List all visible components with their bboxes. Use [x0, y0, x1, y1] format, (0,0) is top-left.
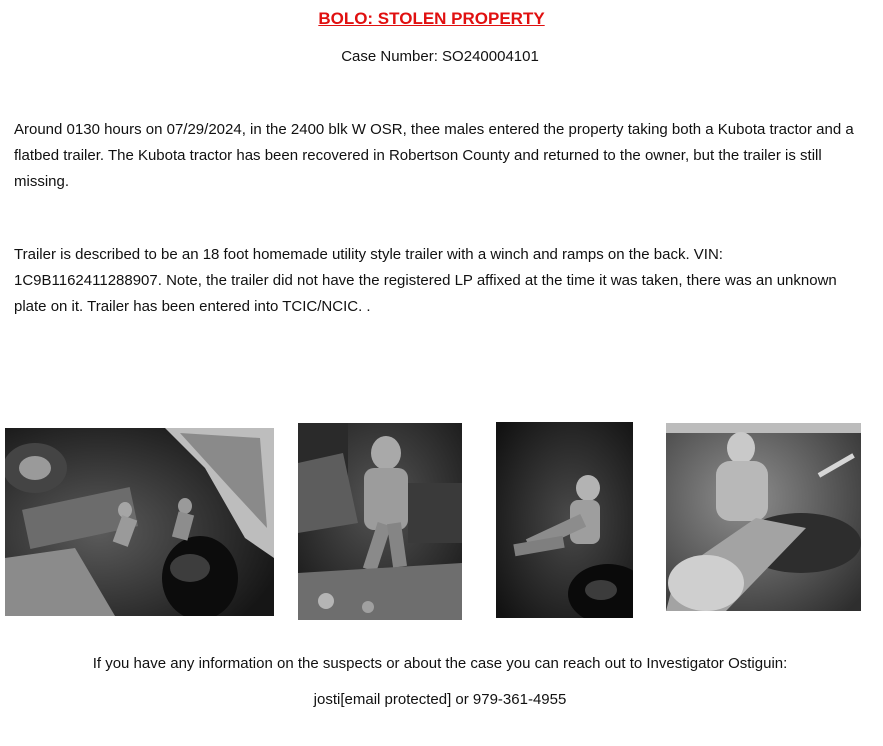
- contact-details: josti[email protected] or 979-361-4955: [313, 691, 567, 708]
- contact-instructions: If you have any information on the suspects or about the case you can reach out to Investigator Ostiguin:: [92, 655, 788, 672]
- surveillance-photo-4: [666, 423, 861, 611]
- surveillance-photo-2: [298, 423, 462, 620]
- incident-paragraph: Around 0130 hours on 07/29/2024, in the 2400 blk W OSR, thee males entered the property taking both a Kubota tractor and a flatbed trailer. The Kubota tractor has been recovered in Robertson County and returned to the owner, but the trailer is still missing.: [14, 121, 854, 190]
- bulletin-title: BOLO: STOLEN PROPERTY: [318, 9, 545, 28]
- surveillance-photo-3: [496, 422, 633, 618]
- surveillance-photo-1: [5, 428, 274, 616]
- case-number: Case Number: SO240004101: [341, 48, 539, 65]
- trailer-description-paragraph: Trailer is described to be an 18 foot homemade utility style trailer with a winch and ramps on the back. VIN: 1C9B1162411288907. Note, the trailer did not have the registered LP affixed at the time it was taken, there was an unknown plate on it. Trailer has been entered into TCIC/NCIC. .: [14, 246, 837, 315]
